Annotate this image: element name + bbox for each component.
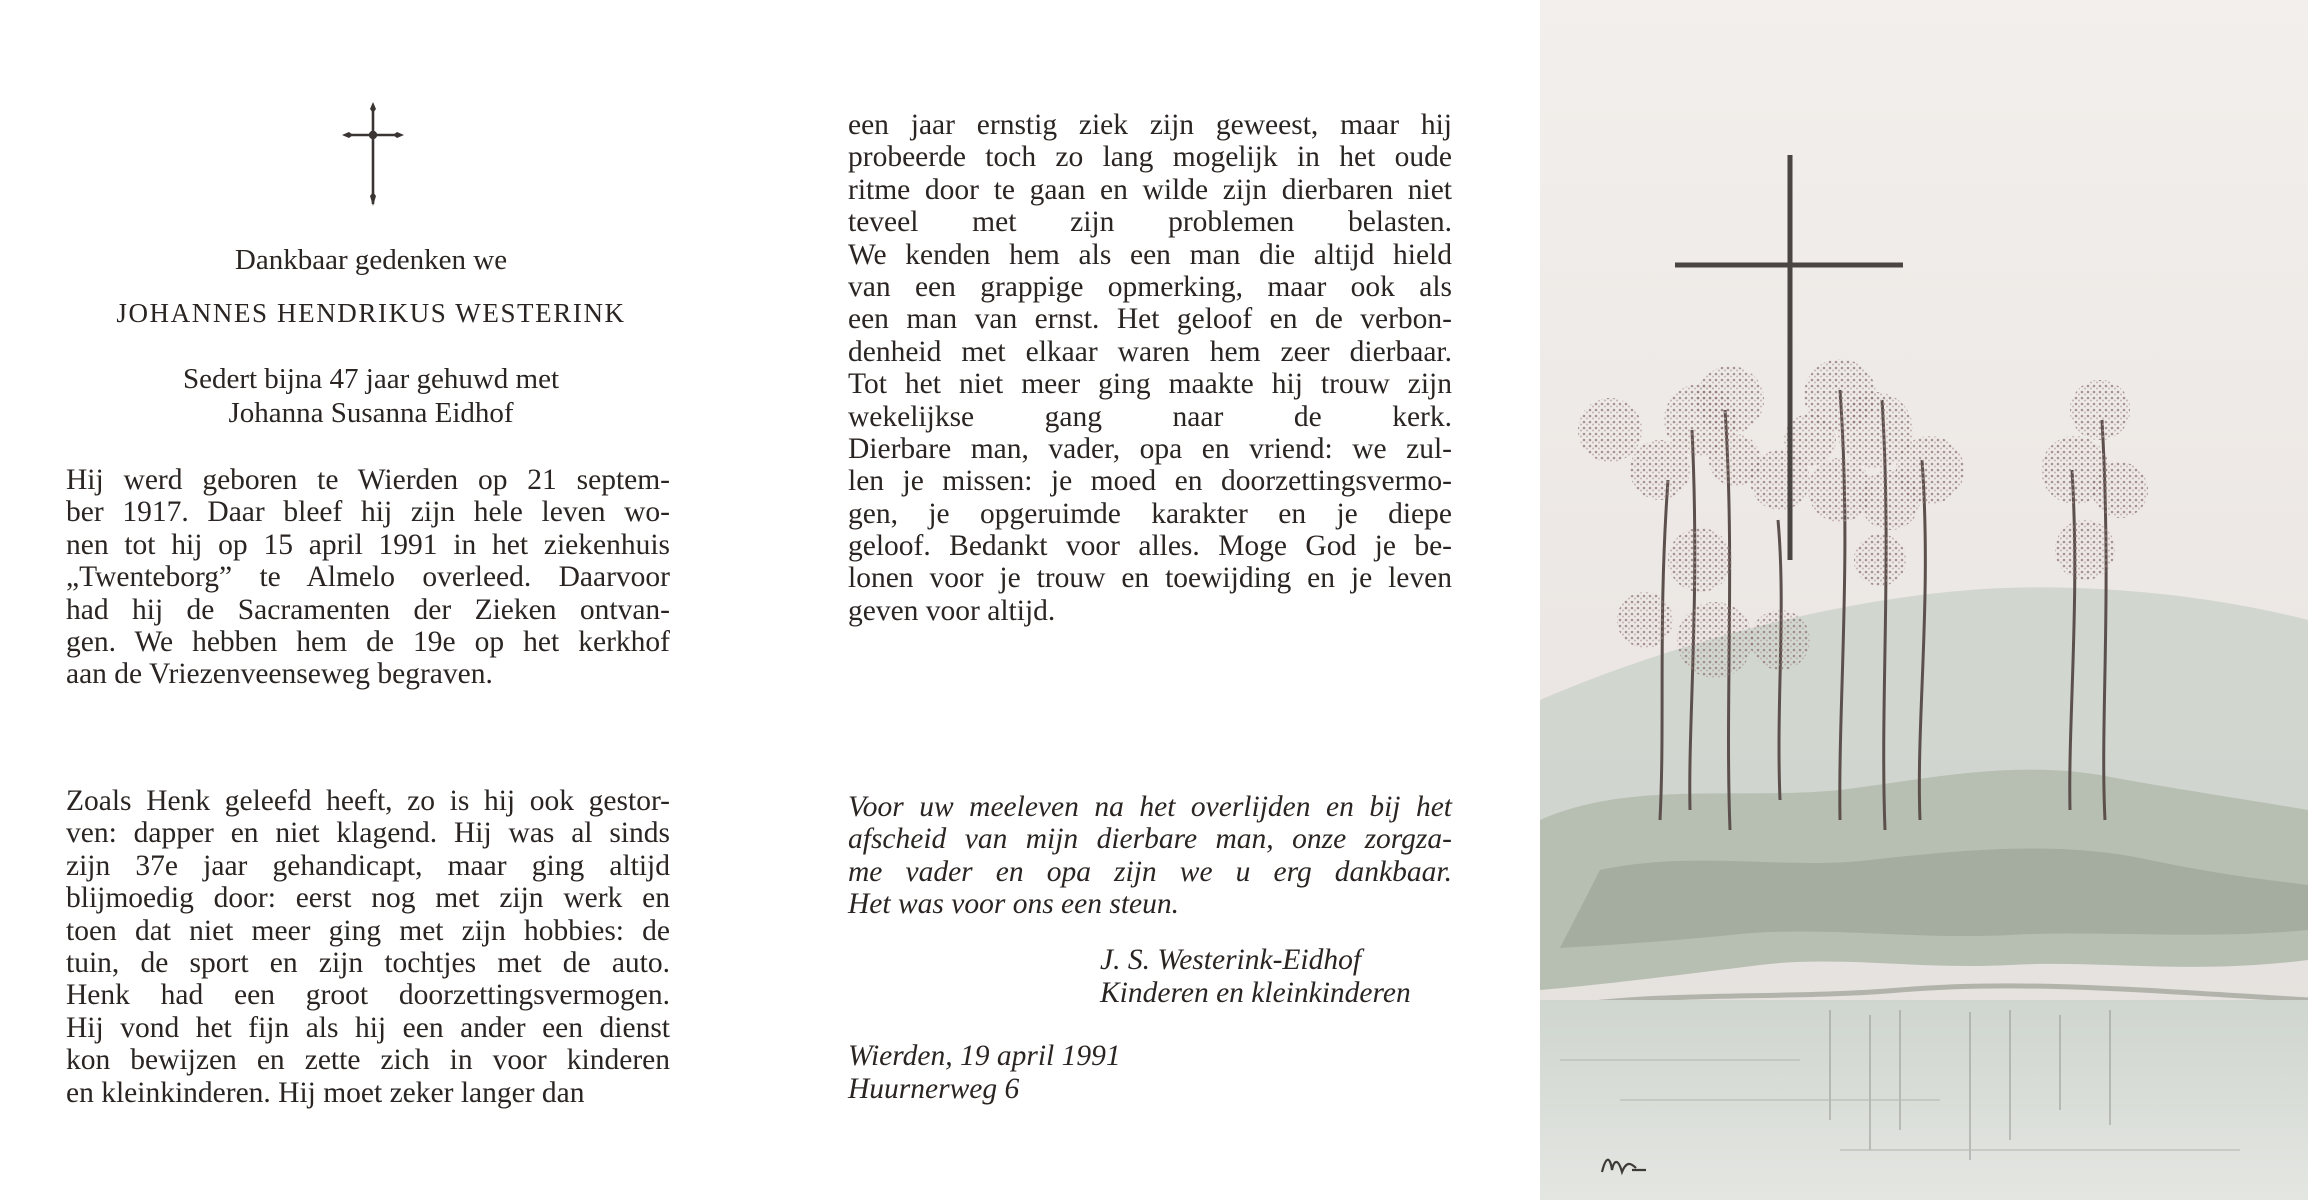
- text-line: toen dat niet meer ging met zijn hobbies: de: [66, 914, 670, 947]
- text-line: Zoals Henk geleefd heeft, zo is hij ook gestor-: [66, 785, 670, 817]
- text-line: geven voor altijd.: [848, 594, 1056, 627]
- marriage-info: [66, 362, 676, 430]
- text-line: blijmoedig door: eerst nog met zijn werk en: [66, 882, 670, 915]
- place-date-line: Wierden, 19 april 1991: [848, 1040, 1121, 1072]
- text-line: Hij vond het fijn als hij een ander een dienst: [66, 1011, 670, 1044]
- text-line: zijn 37e jaar gehandicapt, maar ging altijd: [66, 849, 670, 882]
- landscape-artwork: [1540, 0, 2308, 1200]
- text-line: Voor uw meeleven na het overlijden en bij het: [848, 791, 1452, 823]
- text-line: denheid met elkaar waren hem zeer dierbaar.: [848, 335, 1452, 368]
- text-line: probeerde toch zo lang mogelijk in het oude: [848, 141, 1452, 174]
- text-line: een jaar ernstig ziek zijn geweest, maar hij: [848, 109, 1452, 141]
- text-line: We kenden hem als een man die altijd hield: [848, 238, 1452, 271]
- text-line: gen. We hebben hem de 19e op het kerkhof: [66, 625, 670, 658]
- text-line: Henk had een groot doorzettingsvermogen.: [66, 979, 670, 1012]
- address-line: Huurnerweg 6: [848, 1073, 1020, 1105]
- text-line: geloof. Bedankt voor alles. Moge God je be-: [848, 530, 1452, 563]
- text-line: aan de Vriezenveenseweg begraven.: [66, 658, 493, 691]
- text-line: lonen voor je trouw en toewijding en je leven: [848, 562, 1452, 595]
- deceased-name: JOHANNES HENDRIKUS WESTERINK: [116, 298, 626, 328]
- text-line: wekelijkse gang naar de kerk.: [848, 400, 1452, 433]
- text-line: een man van ernst. Het geloof en de verbon-: [848, 303, 1452, 336]
- text-line: afscheid van mijn dierbare man, onze zorgza-: [848, 823, 1452, 856]
- text-line: van een grappige opmerking, maar ook als: [848, 270, 1452, 303]
- text-line: kon bewijzen en zette zich in voor kinderen: [66, 1044, 670, 1077]
- text-line: teveel met zijn problemen belasten.: [848, 206, 1452, 239]
- text-line: „Twenteborg” te Almelo overleed. Daarvoor: [66, 561, 670, 594]
- life-paragraph: [66, 464, 670, 691]
- text-line: me vader en opa zijn we u erg dankbaar.: [848, 855, 1452, 888]
- text-line: len je missen: je moed en doorzettingsvermo-: [848, 465, 1452, 498]
- continuation-paragraph: [848, 109, 1452, 627]
- spouse-name: Johanna Susanna Eidhof: [228, 397, 514, 429]
- signer-widow: J. S. Westerink-Eidhof: [1100, 944, 1362, 976]
- text-line: nen tot hij op 15 april 1991 in het ziekenhuis: [66, 528, 670, 561]
- text-line: gen, je opgeruimde karakter en je diepe: [848, 497, 1452, 530]
- text-line: Dierbare man, vader, opa en vriend: we zul-: [848, 432, 1452, 465]
- text-line: ber 1917. Daar bleef hij zijn hele leven wo-: [66, 496, 670, 529]
- signers: [1100, 944, 1460, 1010]
- place-and-date: [848, 1040, 1248, 1106]
- text-line: en kleinkinderen. Hij moet zeker langer dan: [66, 1076, 585, 1109]
- character-paragraph: [66, 785, 670, 1109]
- ornamental-cross-icon: [340, 100, 406, 208]
- marriage-line: Sedert bijna 47 jaar gehuwd met: [182, 363, 560, 395]
- text-line: Hij werd geboren te Wierden op 21 septem-: [66, 464, 670, 496]
- text-line: ven: dapper en niet klagend. Hij was al sinds: [66, 817, 670, 850]
- text-line: had hij de Sacramenten der Zieken ontvan-: [66, 593, 670, 626]
- text-line: tuin, de sport en zijn tochtjes met de auto.: [66, 946, 670, 979]
- dedication-intro: Dankbaar gedenken we: [234, 244, 508, 276]
- text-line: ritme door te gaan en wilde zijn dierbaren niet: [848, 173, 1452, 206]
- text-line: Tot het niet meer ging maakte hij trouw zijn: [848, 368, 1452, 401]
- signer-family: Kinderen en kleinkinderen: [1100, 977, 1411, 1009]
- thanks-paragraph: [848, 791, 1452, 921]
- text-line: Het was voor ons een steun.: [848, 888, 1180, 921]
